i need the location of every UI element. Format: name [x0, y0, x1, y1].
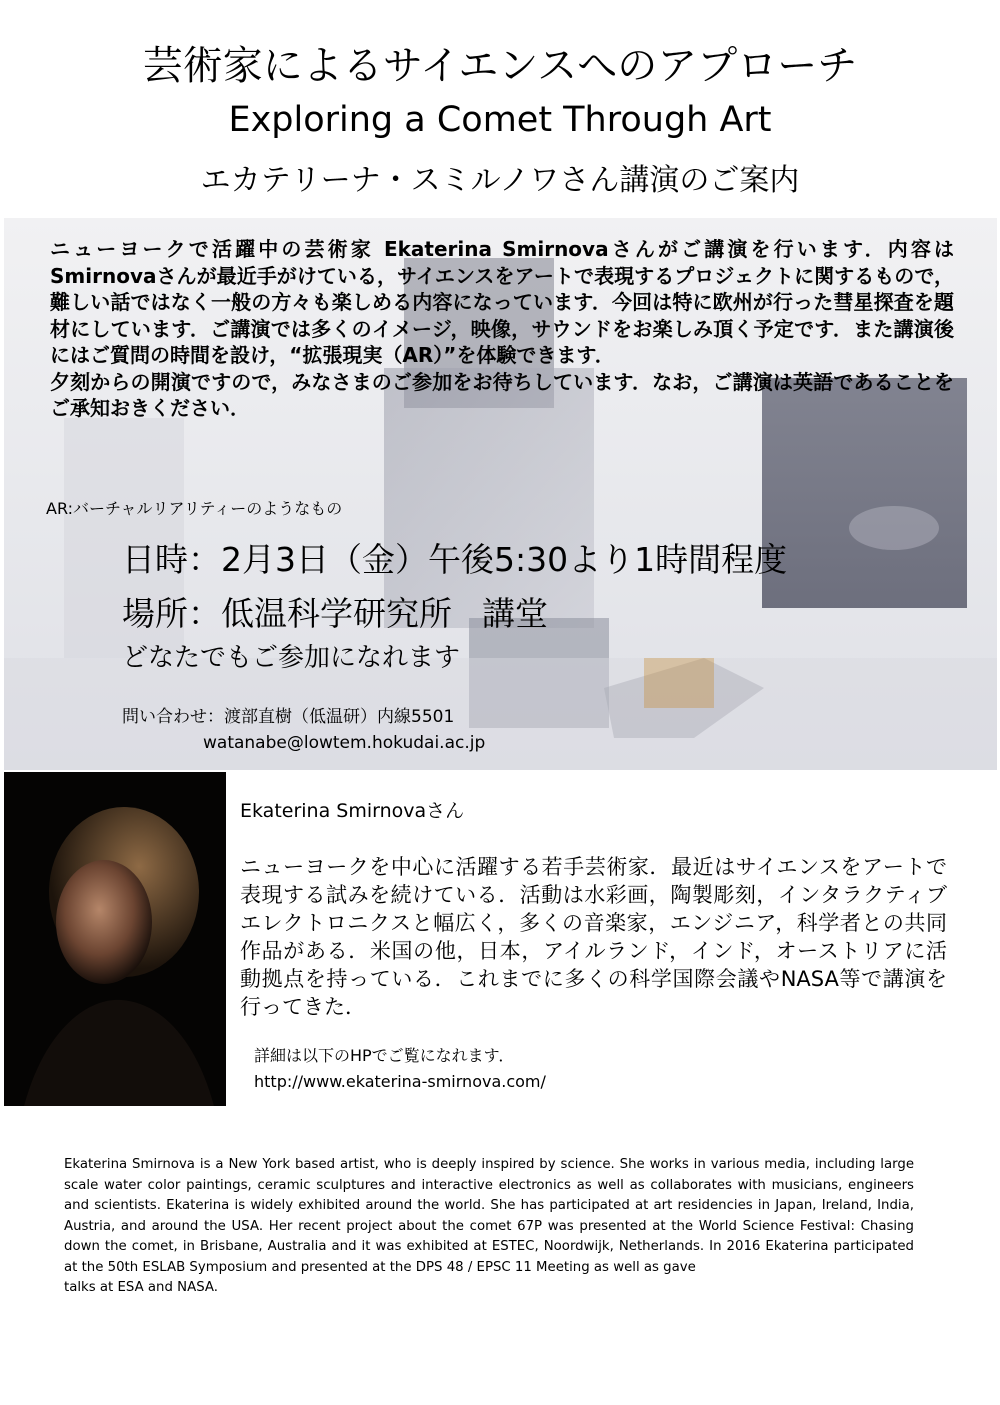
open-to-all-note: どなたでもご参加になれます — [122, 643, 461, 673]
page-subtitle-jp: エカテリーナ・スミルノワさん講演のご案内 — [200, 163, 800, 198]
artist-bio-en — [64, 1155, 914, 1299]
ar-note: AR:バーチャルリアリティーのようなもの — [46, 499, 343, 518]
artist-bio-en-last-line: talks at ESA and NASA. — [64, 1280, 218, 1295]
artist-bio-en-main: Ekaterina Smirnova is a New York based artist, who is deeply inspired by science. She works in various media, including large scale water color paintings, ceramic sculptures and interactive electronics as well as collaborates with musicians, engineers and scientists. Ekaterina is widely exhibited around the world. She has participated at art residencies in Japan, Ireland, India, Austria, and around the USA. Her recent project about the comet 67P was presented at the World Science Festival: Chasing down the comet, in Brisbane, Australia and it was exhibited at ESTEC, Noordwijk, Netherlands. In 2016 Ekaterina participated at the 50th ESLAB Symposium and presented at the DPS 48 / EPSC 11 Meeting as well as gave — [64, 1157, 914, 1275]
event-place — [122, 590, 548, 638]
portrait-face — [56, 860, 152, 984]
artist-website-link[interactable]: http://www.ekaterina-smirnova.com/ — [254, 1072, 546, 1091]
contact-info: 問い合わせ：渡部直樹（低温研）内線5501 — [122, 707, 455, 727]
contact-email[interactable]: watanabe@lowtem.hokudai.ac.jp — [203, 733, 486, 753]
intro-paragraph-1: ニューヨークで活躍中の芸術家 Ekaterina Smirnovaさんがご講演を行います．内容はSmirnovaさんが最近手がけている，サイエンスをアートで表現するプロジェクトに関するもので，難しい話ではなく一般の方々も楽しめる内容になっています．今回は特に欧州が行った彗星探査を題材にしています．ご講演では多くのイメージ，映像，サウンドをお楽しみ頂く予定です．また講演後にはご質問の時間を設け，“拡張現実（AR）”を体験できます． — [50, 237, 954, 367]
event-place-label: 場所：低温科学研究所 — [122, 594, 452, 633]
details-label: 詳細は以下のHPでご覧になれます． — [254, 1046, 515, 1065]
intro-paragraph-2: 夕刻からの開演ですので，みなさまのご参加をお待ちしています．なお，ご講演は英語であることをご承知おきください． — [50, 369, 954, 420]
event-place-room: 講堂 — [482, 594, 548, 633]
intro-text — [50, 236, 954, 422]
event-datetime: 日時：2月3日（金）午後5:30より1時間程度 — [122, 540, 788, 579]
comet-highlight — [849, 506, 939, 550]
artist-name: Ekaterina Smirnovaさん — [240, 800, 465, 822]
portrait-illustration — [4, 772, 226, 1106]
artist-portrait — [4, 772, 226, 1106]
artist-bio-jp: ニューヨークを中心に活躍する若手芸術家．最近はサイエンスをアートで表現する試みを続けている．活動は水彩画，陶製彫刻，インタラクティブエレクトロニクスと幅広く，多くの音楽家，エンジニア，科学者との共同作品がある．米国の他，日本，アイルランド，インド，オーストリアに活動拠点を持っている．これまでに多くの科学国際会議やNASA等で講演を行ってきた． — [240, 855, 947, 1019]
page-title-en: Exploring a Comet Through Art — [228, 100, 772, 140]
gold-component — [644, 658, 714, 708]
page-title-jp: 芸術家によるサイエンスへのアプローチ — [142, 43, 858, 89]
